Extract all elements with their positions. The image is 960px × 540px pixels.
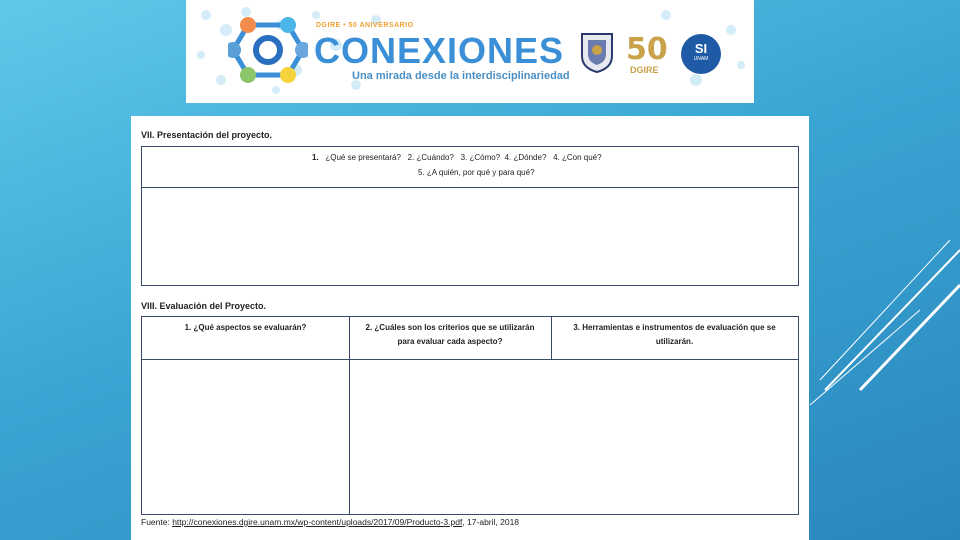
document-page <box>131 116 809 540</box>
source-link[interactable]: http://conexiones.dgire.unam.mx/wp-content/uploads/2017/09/Producto-3.pdf <box>172 517 463 527</box>
conexiones-banner <box>186 0 754 103</box>
col-3-line-1: 3. Herramientas e instrumentos de evaluación que se <box>573 323 776 332</box>
section-8-title: VIII. Evaluación del Proyecto. <box>141 301 267 311</box>
evaluation-col-divider-1 <box>349 317 350 514</box>
presentation-header-divider <box>142 187 798 188</box>
question-1-number: 1. <box>312 153 319 162</box>
section-7-title: VII. Presentación del proyecto. <box>141 130 273 140</box>
evaluation-col-3-header <box>551 323 798 346</box>
evaluation-table <box>141 316 799 515</box>
evaluation-col-2-header <box>349 323 551 346</box>
col-2-line-1: 2. ¿Cuáles son los criterios que se utilizarán <box>365 323 535 332</box>
source-citation <box>141 517 519 527</box>
conexiones-subtitle: Una mirada desde la interdisciplinariedad <box>352 70 570 82</box>
col-2-line-2: para evaluar cada aspecto? <box>397 337 503 346</box>
question-3: 3. ¿Cómo? <box>460 153 501 162</box>
conexiones-logo-icon <box>228 10 308 90</box>
evaluation-col-1-header: 1. ¿Qué aspectos se evaluarán? <box>184 323 307 332</box>
dgire-number: 50 <box>626 32 668 67</box>
si-label: SI <box>694 41 708 56</box>
question-4: 4. ¿Dónde? <box>504 153 547 162</box>
question-4b: 4. ¿Con qué? <box>553 153 602 162</box>
question-1: ¿Qué se presentará? <box>325 153 401 162</box>
unam-crest-icon <box>578 30 616 74</box>
conexiones-title: CONEXIONES <box>314 30 565 71</box>
source-prefix: Fuente: <box>141 517 170 527</box>
decorative-diagonal-lines <box>800 230 960 410</box>
source-date: , 17-abril, 2018 <box>462 517 520 527</box>
si-unam-logo <box>681 34 721 74</box>
evaluation-header-divider <box>142 359 798 360</box>
si-sub-label: UNAM <box>693 56 709 62</box>
dgire-label: DGIRE <box>630 65 659 75</box>
presentation-questions-line-1 <box>312 153 602 162</box>
question-5: 5. ¿A quién, por qué y para qué? <box>418 168 535 177</box>
dgire-50-logo <box>626 32 670 78</box>
presentation-box <box>141 146 799 286</box>
question-2: 2. ¿Cuándo? <box>407 153 454 162</box>
anniversary-tagline: DGIRE • 50 ANIVERSARIO <box>316 22 414 29</box>
col-3-line-2: utilizarán. <box>655 337 694 346</box>
